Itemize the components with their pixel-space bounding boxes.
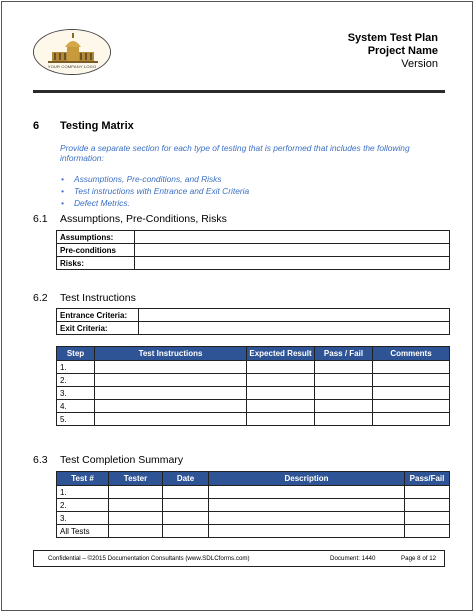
column-header: Expected Result [247,347,315,361]
column-header: Pass/Fail [405,472,450,486]
table-cell[interactable] [95,374,247,387]
table-cell[interactable] [109,525,163,538]
table-cell[interactable] [139,309,450,322]
table-cell[interactable] [95,361,247,374]
table-cell[interactable] [373,387,450,400]
table-cell[interactable] [135,244,450,257]
table-row [57,322,450,335]
table-row [57,413,450,426]
column-header: Tester [109,472,163,486]
logo-text: YOUR COMPANY LOGO [47,64,97,69]
footer-confidential: Confidential – ©2015 Documentation Consultants (www.SDLCforms.com) [48,555,250,562]
table-row [57,231,450,244]
table-cell[interactable] [315,413,373,426]
step-number: 5. [57,413,95,426]
section-title: Assumptions, Pre-Conditions, Risks [60,213,227,225]
column-header: Description [209,472,405,486]
column-header: Pass / Fail [315,347,373,361]
row-label: Risks: [57,257,135,270]
section-title: Testing Matrix [60,120,134,132]
header-divider [33,90,445,93]
section-6-heading [33,120,134,132]
row-label: Pre-conditions [57,244,135,257]
section-number: 6.1 [33,213,48,225]
column-header: Step [57,347,95,361]
section-intro: Provide a separate section for each type of testing that is performed that includes the following information: [60,143,410,163]
column-header: Comments [373,347,450,361]
section-6-3-heading [33,454,183,466]
table-row [57,486,450,499]
step-number: 1. [57,361,95,374]
table-cell[interactable] [315,374,373,387]
test-number: 3. [57,512,109,525]
footer-page-number: Page 8 of 12 [401,555,437,562]
test-instructions-table [56,346,450,426]
document-page [1,1,473,611]
company-logo [33,29,111,75]
table-cell[interactable] [315,400,373,413]
section-title: Test Completion Summary [60,454,184,466]
table-cell[interactable] [247,387,315,400]
assumptions-table [56,230,450,270]
table-row [57,512,450,525]
table-cell[interactable] [315,387,373,400]
table-row [57,309,450,322]
table-cell[interactable] [405,525,450,538]
table-cell[interactable] [95,413,247,426]
table-cell[interactable] [209,525,405,538]
table-cell[interactable] [109,512,163,525]
section-number: 6.2 [33,292,48,304]
test-number: 2. [57,499,109,512]
table-cell[interactable] [209,512,405,525]
step-number: 4. [57,400,95,413]
table-row [57,361,450,374]
table-cell[interactable] [373,413,450,426]
section-title: Test Instructions [60,292,136,304]
project-name: Project Name [367,45,438,57]
document-header [348,32,438,71]
bullet-list [74,173,249,209]
column-header: Date [163,472,209,486]
table-row [57,387,450,400]
table-cell[interactable] [247,361,315,374]
table-row [57,525,450,538]
section-number: 6.3 [33,454,48,466]
step-number: 3. [57,387,95,400]
row-label: Assumptions: [57,231,135,244]
table-cell[interactable] [209,499,405,512]
table-cell[interactable] [247,413,315,426]
table-cell[interactable] [405,499,450,512]
table-row [57,244,450,257]
table-cell[interactable] [247,400,315,413]
step-number: 2. [57,374,95,387]
row-label: Entrance Criteria: [57,309,139,322]
table-cell[interactable] [163,512,209,525]
table-cell[interactable] [373,361,450,374]
table-cell[interactable] [135,231,450,244]
table-header-row [57,472,450,486]
document-version: Version [401,58,438,70]
table-cell[interactable] [209,486,405,499]
table-row [57,499,450,512]
column-header: Test Instructions [95,347,247,361]
table-row [57,374,450,387]
table-cell[interactable] [163,525,209,538]
table-cell[interactable] [109,499,163,512]
table-cell[interactable] [315,361,373,374]
table-header-row [57,347,450,361]
section-6-2-heading [33,292,136,304]
table-cell[interactable] [163,486,209,499]
list-item: • Assumptions, Pre-conditions, and Risks [74,173,249,185]
table-cell[interactable] [135,257,450,270]
table-cell[interactable] [405,486,450,499]
section-number: 6 [33,120,40,132]
criteria-table [56,308,450,335]
table-cell[interactable] [247,374,315,387]
list-item: • Test instructions with Entrance and Exit Criteria [74,185,249,197]
column-header: Test # [57,472,109,486]
test-completion-table [56,471,450,538]
page-footer [33,550,445,567]
table-row [57,257,450,270]
table-cell[interactable] [139,322,450,335]
table-cell[interactable] [163,499,209,512]
table-cell[interactable] [95,387,247,400]
section-6-1-heading [33,213,227,225]
table-row [57,400,450,413]
row-label: Exit Criteria: [57,322,139,335]
table-cell[interactable] [109,486,163,499]
document-title: System Test Plan [347,32,438,44]
footer-document-number: Document: 1440 [330,555,376,562]
table-cell[interactable] [95,400,247,413]
test-number: All Tests [57,525,109,538]
test-number: 1. [57,486,109,499]
table-cell[interactable] [405,512,450,525]
list-item: • Defect Metrics. [74,197,249,209]
table-cell[interactable] [373,400,450,413]
table-cell[interactable] [373,374,450,387]
